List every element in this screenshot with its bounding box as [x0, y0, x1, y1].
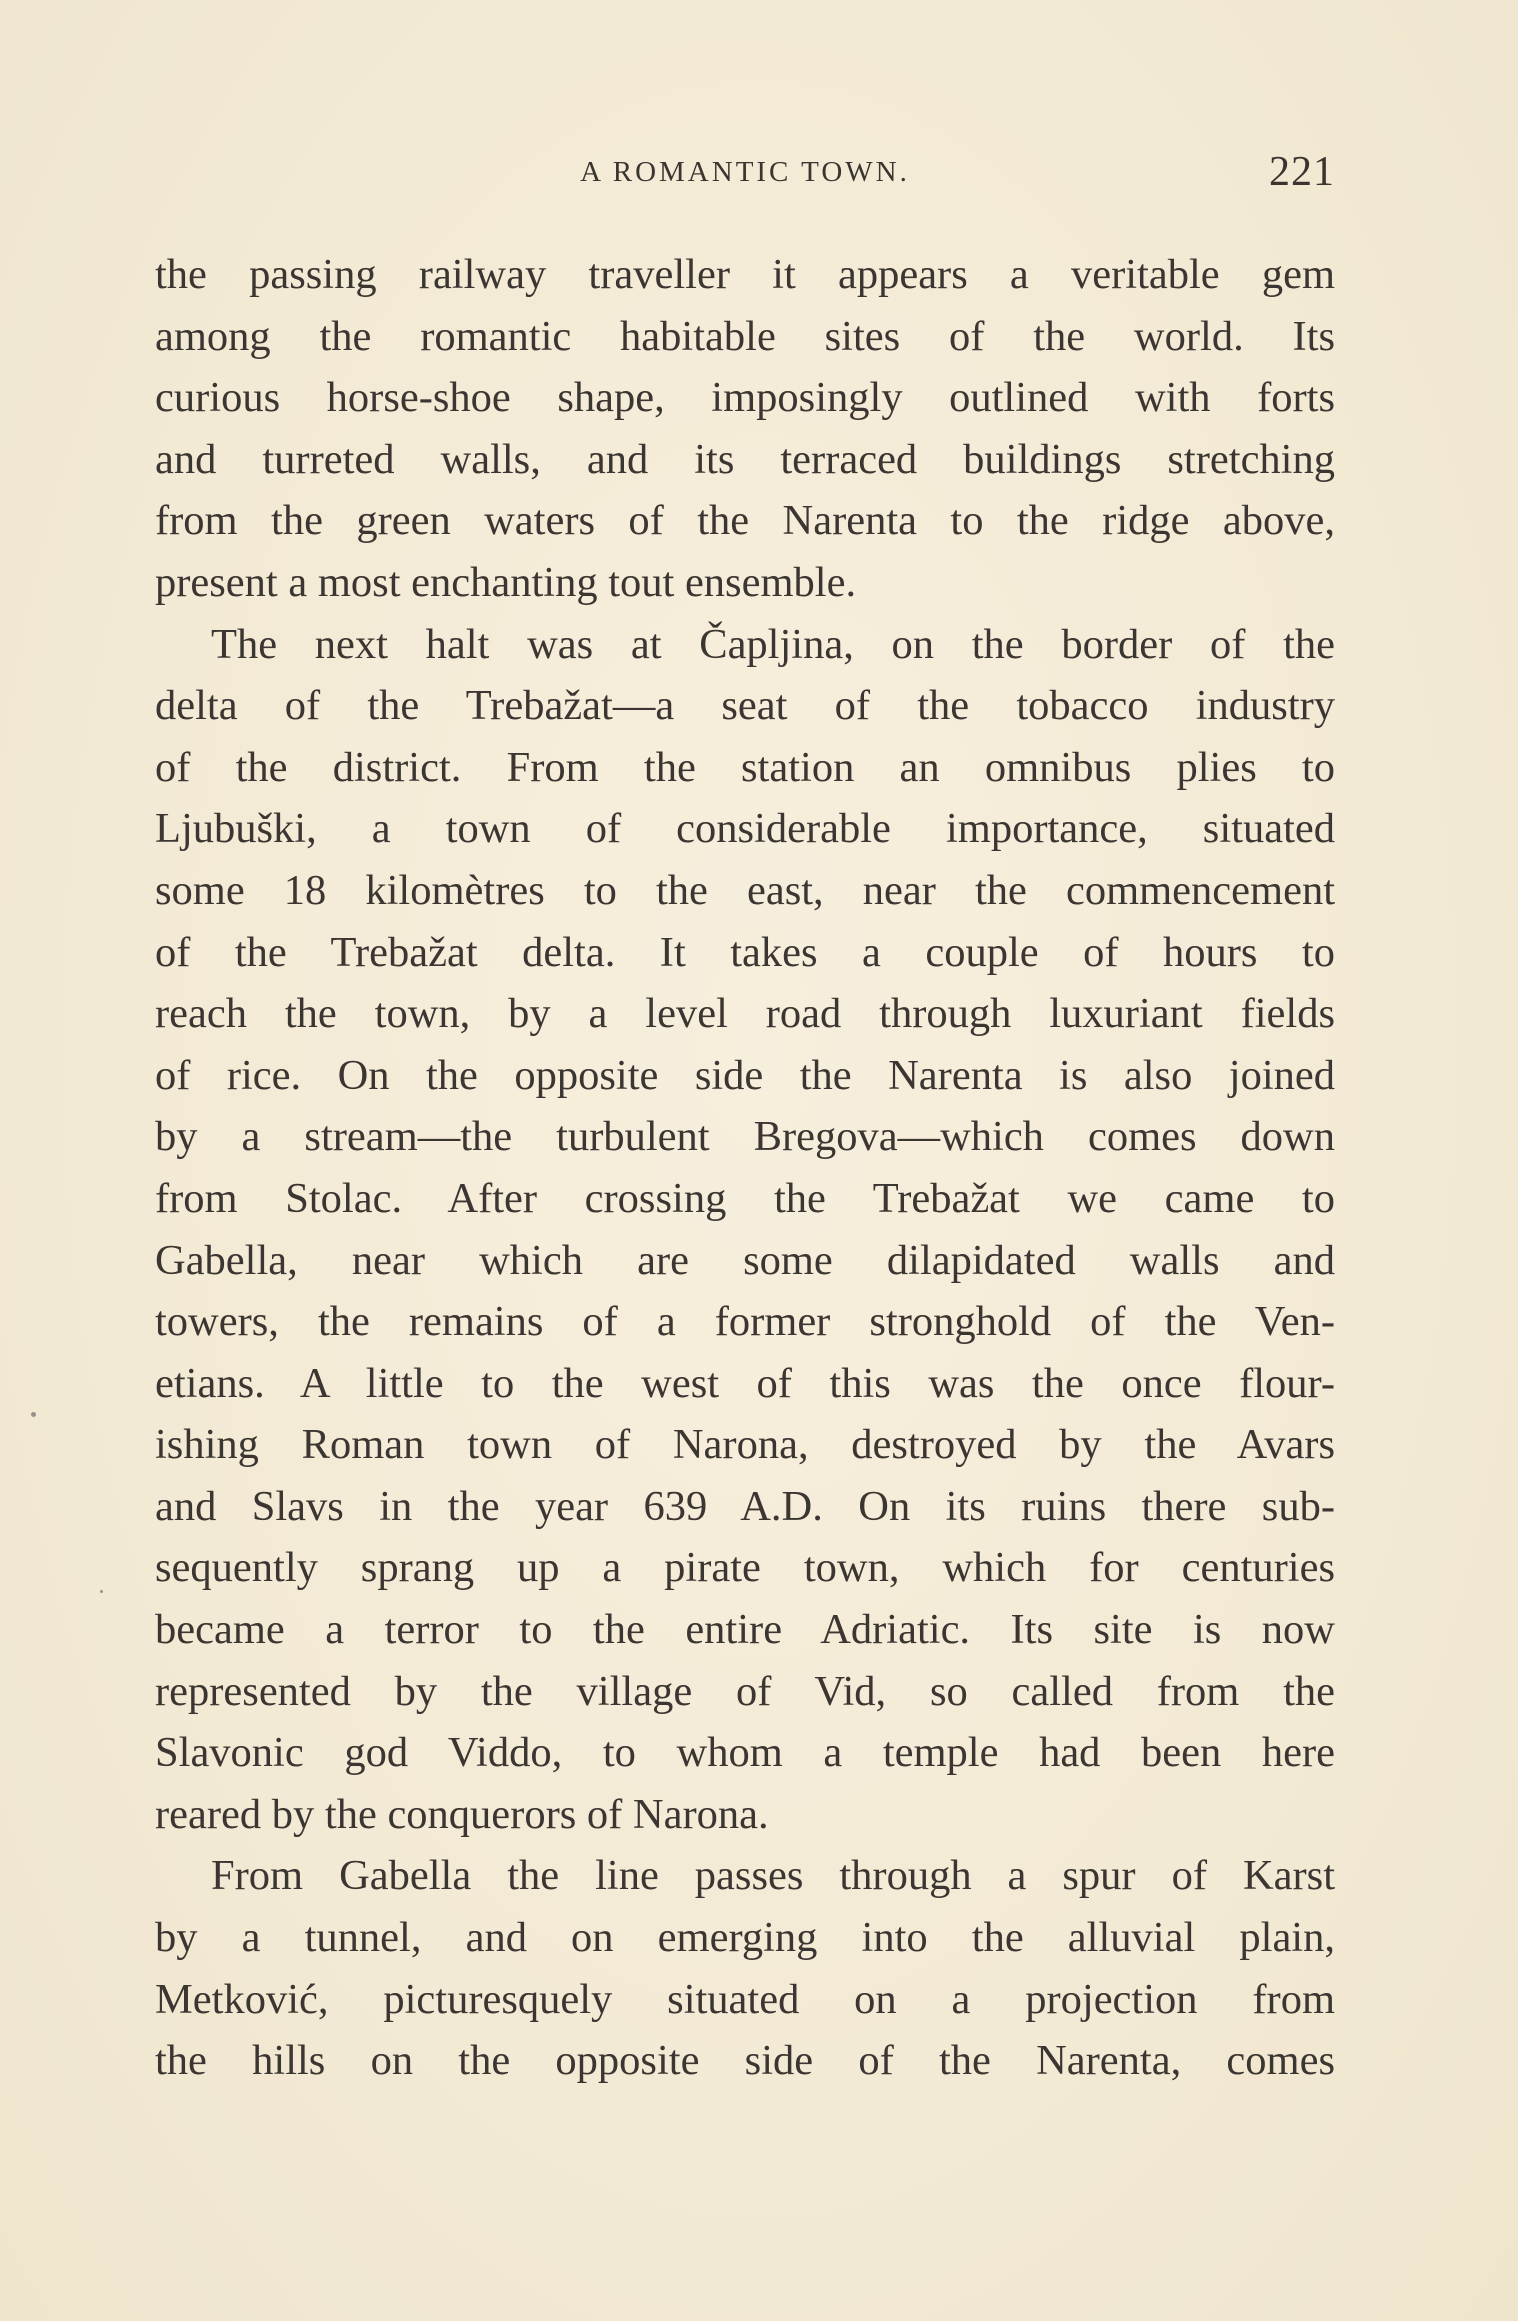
text-line: among the romantic habitable sites of the world. Its [155, 312, 1335, 360]
text-line: Ljubuški, a town of considerable importance, situated [155, 805, 1335, 853]
text-line: by a stream—the turbulent Bregova—which comes down [155, 1113, 1335, 1161]
text-line: curious horse-shoe shape, imposingly outlined with forts [155, 374, 1335, 422]
running-title: A ROMANTIC TOWN. [580, 156, 910, 188]
text-line: From Gabella the line passes through a spur of Karst [211, 1852, 1335, 1900]
text-line: delta of the Trebažat—a seat of the tobacco industry [155, 682, 1335, 730]
text-line: ishing Roman town of Narona, destroyed by the Avars [155, 1421, 1335, 1469]
text-line: The next halt was at Čapljina, on the border of the [211, 620, 1335, 668]
text-line: Metković, picturesquely situated on a projection from [155, 1975, 1335, 2023]
text-line: Slavonic god Viddo, to whom a temple had been here [155, 1729, 1335, 1777]
page-number: 221 [1269, 149, 1335, 195]
text-line: etians. A little to the west of this was the once flour- [155, 1359, 1335, 1407]
text-line: and turreted walls, and its terraced buildings stretching [155, 435, 1335, 483]
running-head [155, 148, 1335, 198]
text-line: sequently sprang up a pirate town, which for centuries [155, 1544, 1335, 1592]
paper-speck [31, 1412, 36, 1417]
text-line: the passing railway traveller it appears a veritable gem [155, 251, 1335, 298]
text-line: of rice. On the opposite side the Narenta is also joined [155, 1051, 1335, 1099]
text-line: Gabella, near which are some dilapidated walls and [155, 1236, 1335, 1284]
text-line: reach the town, by a level road through luxuriant fields [155, 990, 1335, 1038]
paper-speck [100, 1590, 103, 1593]
text-line: some 18 kilomètres to the east, near the commencement [155, 866, 1335, 914]
text-line: from Stolac. After crossing the Trebažat we came to [155, 1174, 1335, 1222]
text-line: represented by the village of Vid, so called from the [155, 1667, 1335, 1715]
text-line: towers, the remains of a former stronghold of the Ven- [155, 1298, 1335, 1346]
text-line: reared by the conquerors of Narona. [155, 1790, 769, 1838]
text-line: and Slavs in the year 639 A.D. On its ruins there sub- [155, 1482, 1335, 1530]
text-line: the hills on the opposite side of the Narenta, comes [155, 2037, 1335, 2085]
text-line: present a most enchanting tout ensemble. [155, 558, 857, 606]
body-text [155, 244, 1335, 2092]
text-line: from the green waters of the Narenta to the ridge above, [155, 497, 1335, 545]
text-line: became a terror to the entire Adriatic. Its site is now [155, 1606, 1335, 1654]
text-line: by a tunnel, and on emerging into the alluvial plain, [155, 1914, 1335, 1962]
text-line: of the Trebažat delta. It takes a couple of hours to [155, 928, 1335, 976]
text-line: of the district. From the station an omnibus plies to [155, 743, 1335, 791]
